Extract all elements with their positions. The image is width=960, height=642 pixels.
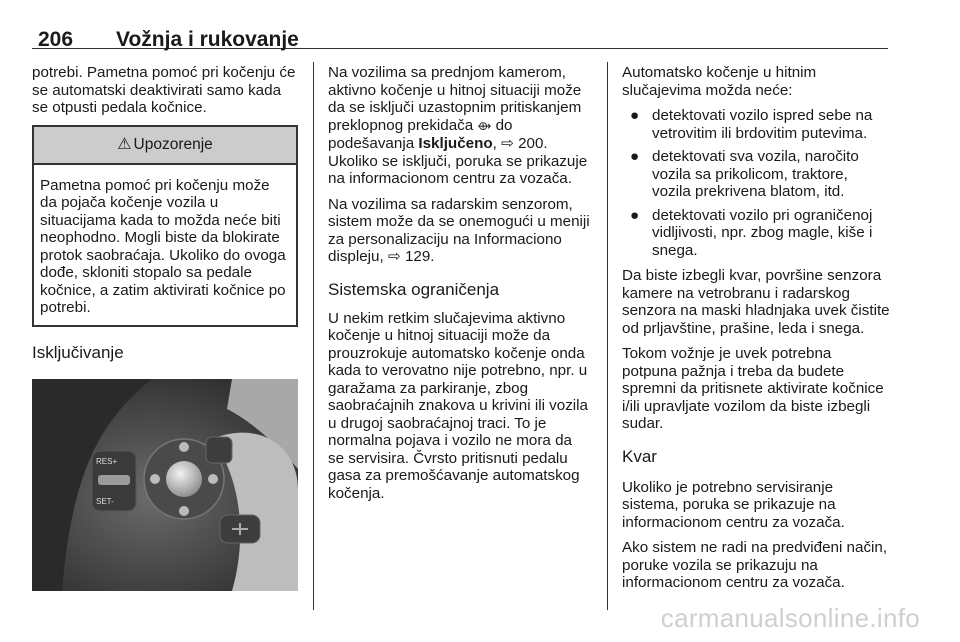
warning-title: Upozorenje: [133, 135, 213, 153]
list-item: ● detektovati sva vozila, naročito vozila sa prikolicom, traktore, vozila prekrivena blatom, itd.: [630, 148, 859, 200]
paragraph: Automatsko kočenje u hitnim slučajevima možda neće:: [622, 64, 817, 99]
radar-car-icon: ⟴: [477, 118, 492, 133]
section-heading: Sistemska ograničenja: [328, 279, 500, 299]
watermark: carmanualsonline.info: [660, 603, 920, 633]
page-reference-icon: ⇨: [387, 248, 401, 265]
res-label: RES+: [96, 456, 118, 466]
page-reference: 200.: [518, 135, 548, 152]
page-number: 206: [38, 28, 74, 51]
bullet-list: [622, 107, 890, 259]
list-item: ● detektovati vozilo pri ograničenoj vidljivosti, npr. zbog magle, kiše i snega.: [630, 206, 873, 259]
warning-triangle-icon: ⚠: [117, 135, 132, 153]
paragraph: Ako sistem ne radi na predviđeni način, poruke vozila se prikazuju na informacionom centru za vozača.: [622, 539, 888, 591]
paragraph: Ukoliko je potrebno servisiranje sistema, poruka se prikazuje na informacionom centru za vozača.: [622, 478, 845, 531]
paragraph: potrebi. Pametna pomoć pri kočenju će se automatski deaktivirati samo kada se otpusti pedala kočnice.: [32, 64, 296, 116]
page-reference-icon: ⇨: [501, 135, 514, 152]
page-reference: 129.: [404, 248, 435, 265]
column-middle: [328, 64, 592, 510]
page-title: Vožnja i rukovanje: [116, 28, 299, 51]
paragraph: Tokom vožnje je uvek potrebna potpuna pažnja i treba da budete spremni da pritisnete aktivirate kočnice i/ili upravljate vozilom da biste izbegli sudar.: [622, 345, 884, 432]
warning-box: [32, 125, 298, 327]
warning-body: Pametna pomoć pri kočenju može da pojača kočenje vozila u situacijama kada to možda neće biti neophodno. Mogli biste da blokirate protok saobraćaja. Ukoliko do ovoga dođe, skloniti stopalo sa pedale kočnice, a zatim aktivirati kočnice po potrebi.: [40, 176, 286, 316]
section-heading: Isključivanje: [32, 342, 124, 362]
column-left: [32, 64, 298, 591]
paragraph: Na vozilima sa prednjom kamerom, aktivno kočenje u hitnoj situaciji može da se isključi uzastopnim pritiskanjem preklopnog prekidača ⟴ do podešavanja Isključeno, ⇨ 200. Ukoliko se isključi, poruka se prikazuje na informacionom centru za vozača.: [328, 64, 588, 187]
paragraph: U nekim retkim slučajevima aktivno kočenje u hitnoj situaciji može da prouzrokuje automatsko kočenje onda kada to verovatno nije potrebno, npr. u garažama za parkiranje, zbog saobraćajnih znakova u krivini ili vozila u drugoj saobraćajnoj traci. To je normalna pojava i vozilo ne mora da se servisira. Čvrsto pritisnuti pedalu gasa za premošćavanje automatskog kočenja.: [328, 309, 588, 502]
list-item: ● detektovati vozilo ispred sebe na vetrovitim ili brdovitim putevima.: [630, 107, 873, 142]
column-right: [622, 64, 890, 600]
warning-header: [34, 127, 296, 165]
section-heading: Kvar: [622, 446, 657, 466]
steering-wheel-controls-image: [32, 379, 298, 591]
page-header: [32, 10, 888, 49]
set-label: SET-: [96, 496, 114, 506]
bullet-icon: ●: [630, 148, 640, 165]
bold-term: Isključeno: [418, 135, 493, 152]
bullet-icon: ●: [630, 107, 640, 124]
bullet-icon: ●: [630, 206, 640, 224]
paragraph: Na vozilima sa radarskim senzorom, sistem može da se onemogući u meniji za personalizaciju na Informaciono displeju, ⇨ 129.: [328, 195, 590, 265]
column-divider: [607, 62, 608, 610]
paragraph: Da biste izbegli kvar, površine senzora kamere na vetrobranu i radarskog senzora na maski hladnjaka uvek čistite od prljavštine, prašine, leda i snega.: [622, 267, 890, 337]
column-divider: [313, 62, 314, 610]
